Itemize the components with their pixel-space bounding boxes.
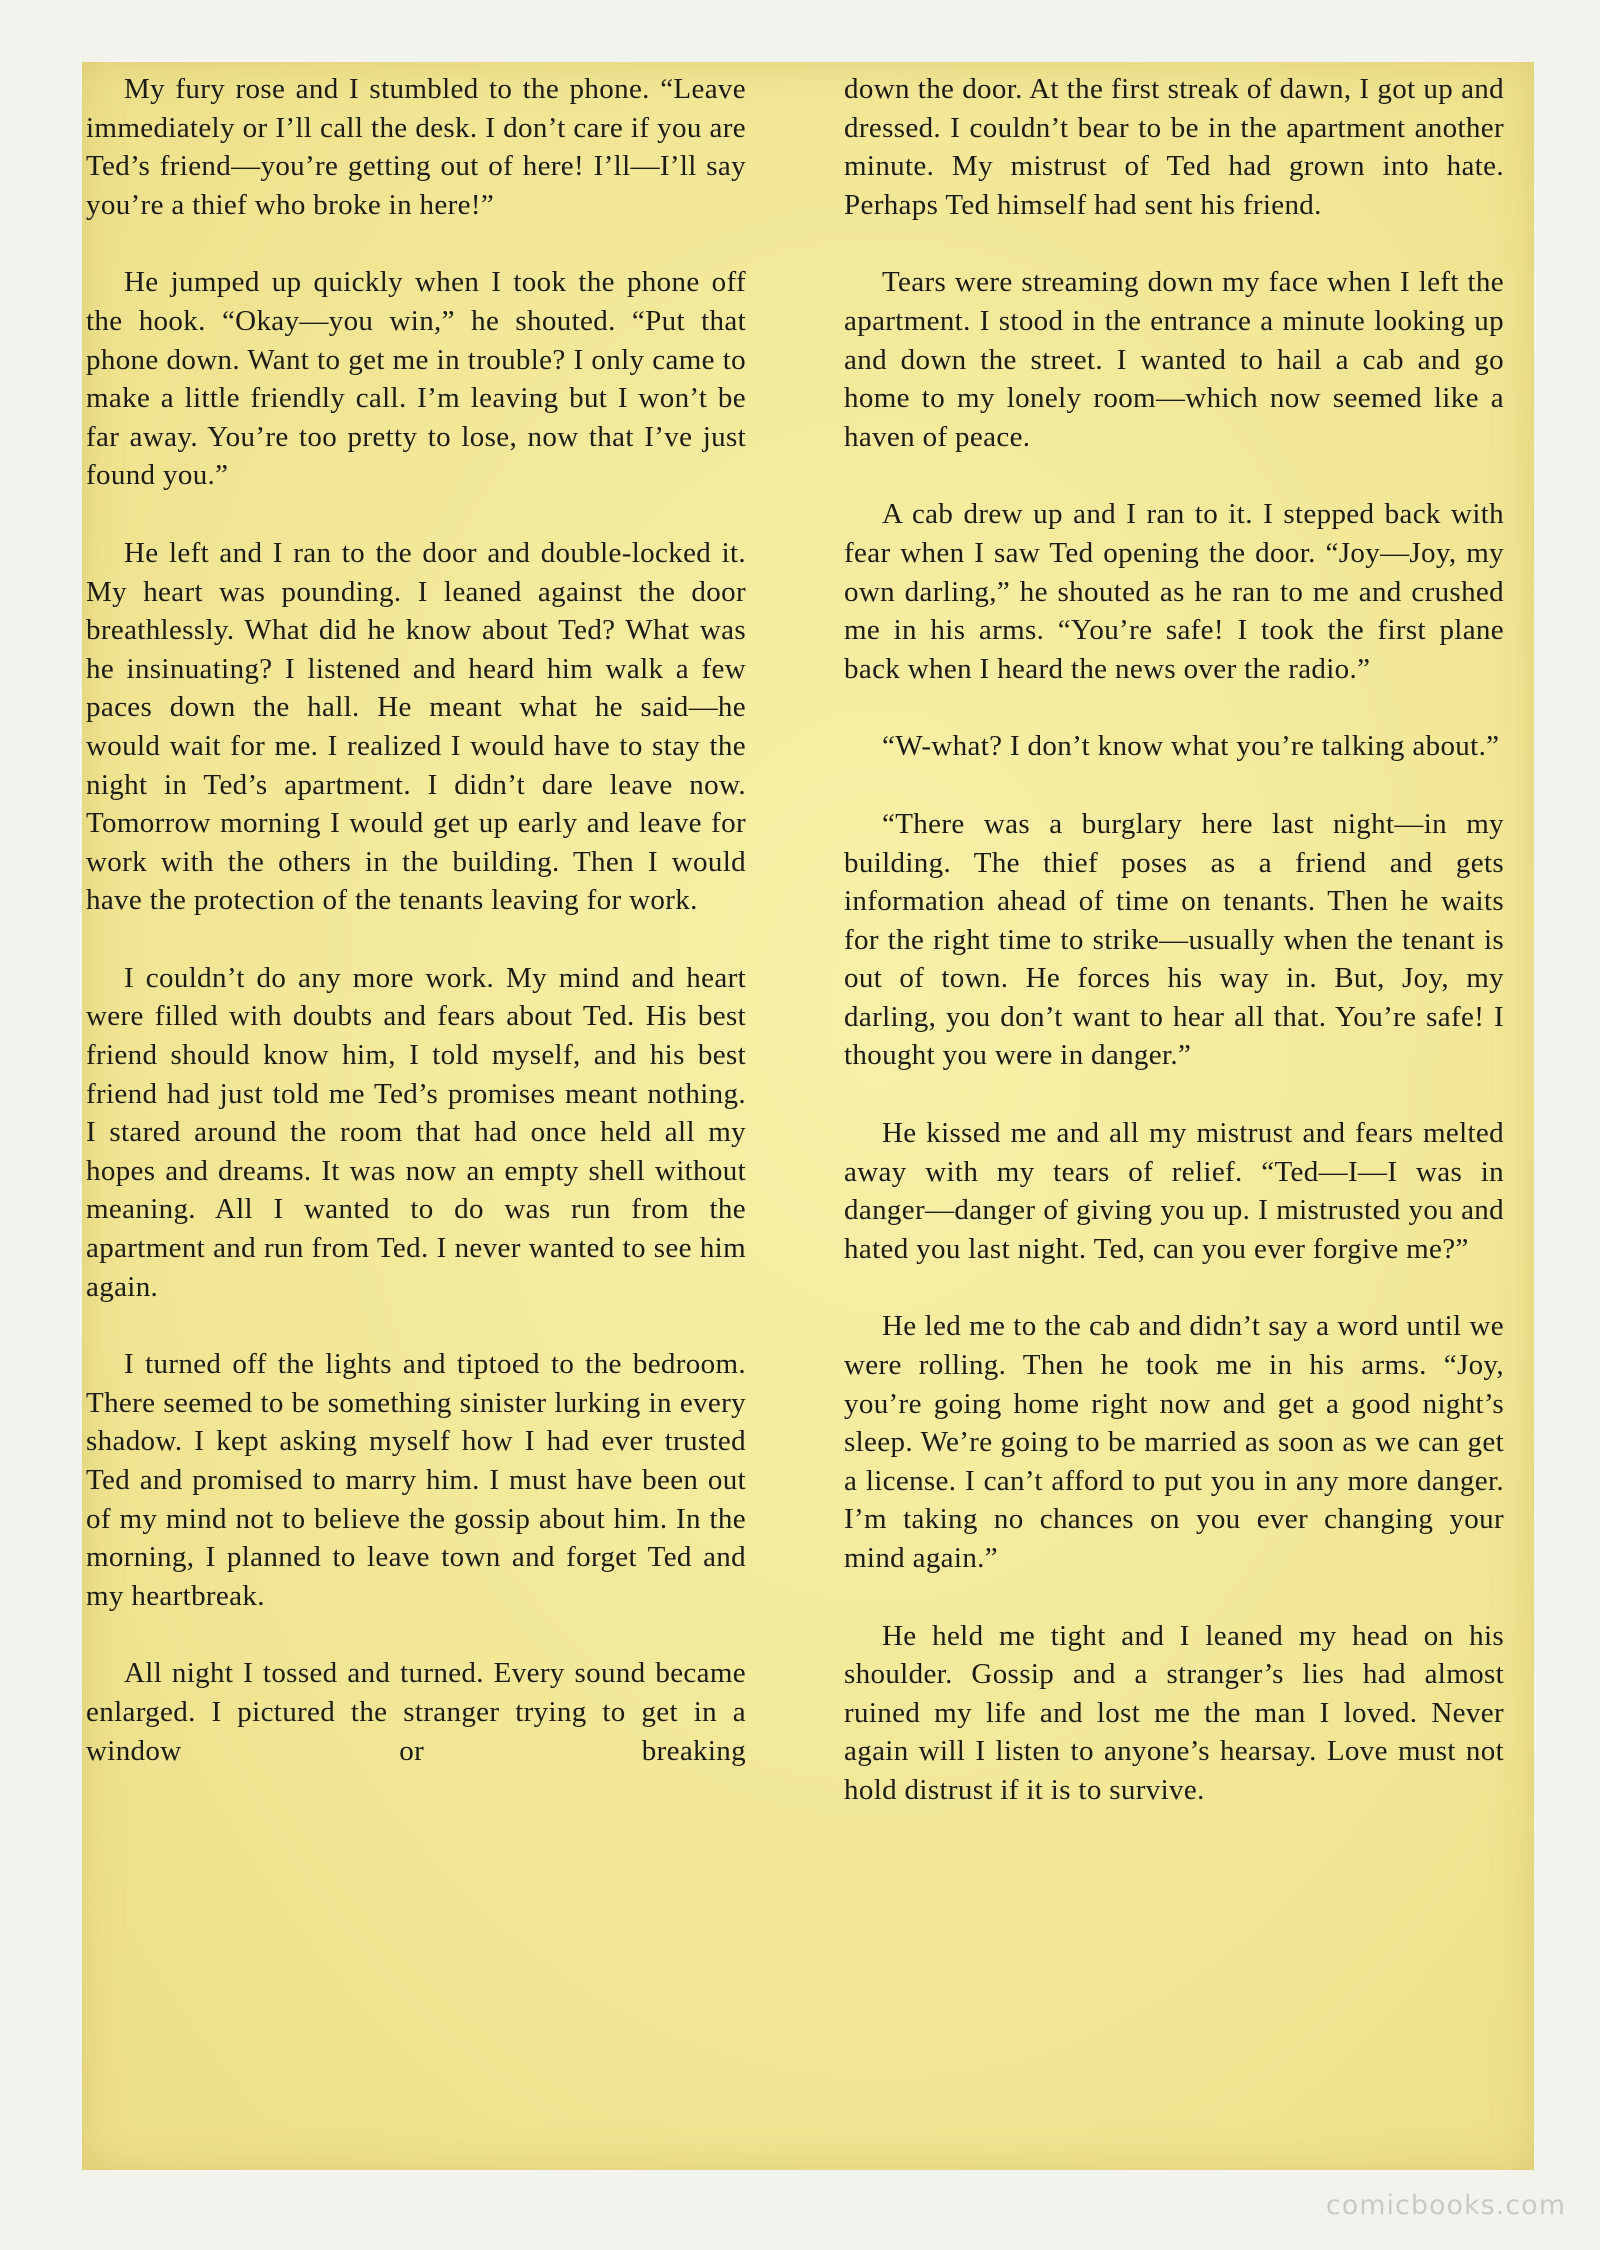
paragraph: All night I tossed and turned. Every sound became enlarged. I pictured the stranger trying to get in a window or breaking — [86, 1657, 746, 1767]
paragraph: He led me to the cab and didn’t say a word until we were rolling. Then he took me in his arms. “Joy, you’re going home right now and get a good night’s sleep. We’re going to be married as soon as we can get a license. I can’t afford to put you in any more danger. I’m taking no chances on you ever changing your mind again.” — [844, 1310, 1504, 1574]
paragraph: I turned off the lights and tiptoed to the bedroom. There seemed to be something sinister lurking in every shadow. I kept asking myself how I had ever trusted Ted and promised to marry him. I must have been out of my mind not to believe the gossip about him. In the morning, I planned to leave town and forget Ted and my heartbreak. — [86, 1348, 746, 1612]
paragraph: Tears were streaming down my face when I left the apartment. I stood in the entrance a minute looking up and down the street. I wanted to hail a cab and go home to my lonely room—which now seemed like a haven of peace. — [844, 266, 1504, 453]
right-text-column — [844, 70, 1504, 1849]
paragraph: He left and I ran to the door and double-locked it. My heart was pounding. I leaned against the door breathlessly. What did he know about Ted? What was he insinuating? I listened and heard him walk a few paces down the hall. He meant what he said—he would wait for me. I realized I would have to stay the night in Ted’s apartment. I didn’t dare leave now. Tomorrow morning I would get up early and leave for work with the others in the building. Then I would have the protection of the tenants leaving for work. — [86, 536, 746, 917]
watermark-text: comicbooks.com — [1325, 2190, 1566, 2221]
paragraph: He jumped up quickly when I took the phone off the hook. “Okay—you win,” he shouted. “Put that phone down. Want to get me in trouble? I only came to make a little friendly call. I’m leaving but I won’t be far away. You’re too pretty to lose, now that I’ve just found you.” — [86, 266, 746, 492]
paragraph: He kissed me and all my mistrust and fears melted away with my tears of relief. “Ted—I—I was in danger—danger of giving you up. I mistrusted you and hated you last night. Ted, can you ever forgive me?” — [844, 1117, 1504, 1265]
paragraph: “W-what? I don’t know what you’re talking about.” — [882, 730, 1500, 763]
paragraph: down the door. At the first streak of dawn, I got up and dressed. I couldn’t bear to be in the apartment another minute. My mistrust of Ted had grown into hate. Perhaps Ted himself had sent his friend. — [844, 73, 1504, 221]
story-page — [82, 62, 1534, 2170]
left-text-column — [86, 70, 746, 1809]
paragraph: He held me tight and I leaned my head on his shoulder. Gossip and a stranger’s lies had almost ruined my life and lost me the man I loved. Never again will I listen to anyone’s hearsay. Love must not hold distrust if it is to survive. — [844, 1619, 1504, 1806]
paragraph: My fury rose and I stumbled to the phone. “Leave immediately or I’ll call the desk. I don’t care if you are Ted’s friend—you’re getting out of here! I’ll—I’ll say you’re a thief who broke in here!” — [86, 73, 746, 221]
paragraph: “There was a burglary here last night—in my building. The thief poses as a friend and gets information ahead of time on tenants. Then he waits for the right time to strike—usually when the tenant is out of town. He forces his way in. But, Joy, my darling, you don’t want to hear all that. You’re safe! I thought you were in danger.” — [844, 807, 1504, 1072]
paragraph: I couldn’t do any more work. My mind and heart were filled with doubts and fears about Ted. His best friend should know him, I told myself, and his best friend had just told me Ted’s promises meant nothing. I stared around the room that had once held all my hopes and dreams. It was now an empty shell without meaning. All I wanted to do was run from the apartment and run from Ted. I never wanted to see him again. — [86, 961, 746, 1303]
paragraph: A cab drew up and I ran to it. I stepped back with fear when I saw Ted opening the door. “Joy—Joy, my own darling,” he shouted as he ran to me and crushed me in his arms. “You’re safe! I took the first plane back when I heard the news over the radio.” — [844, 498, 1504, 685]
